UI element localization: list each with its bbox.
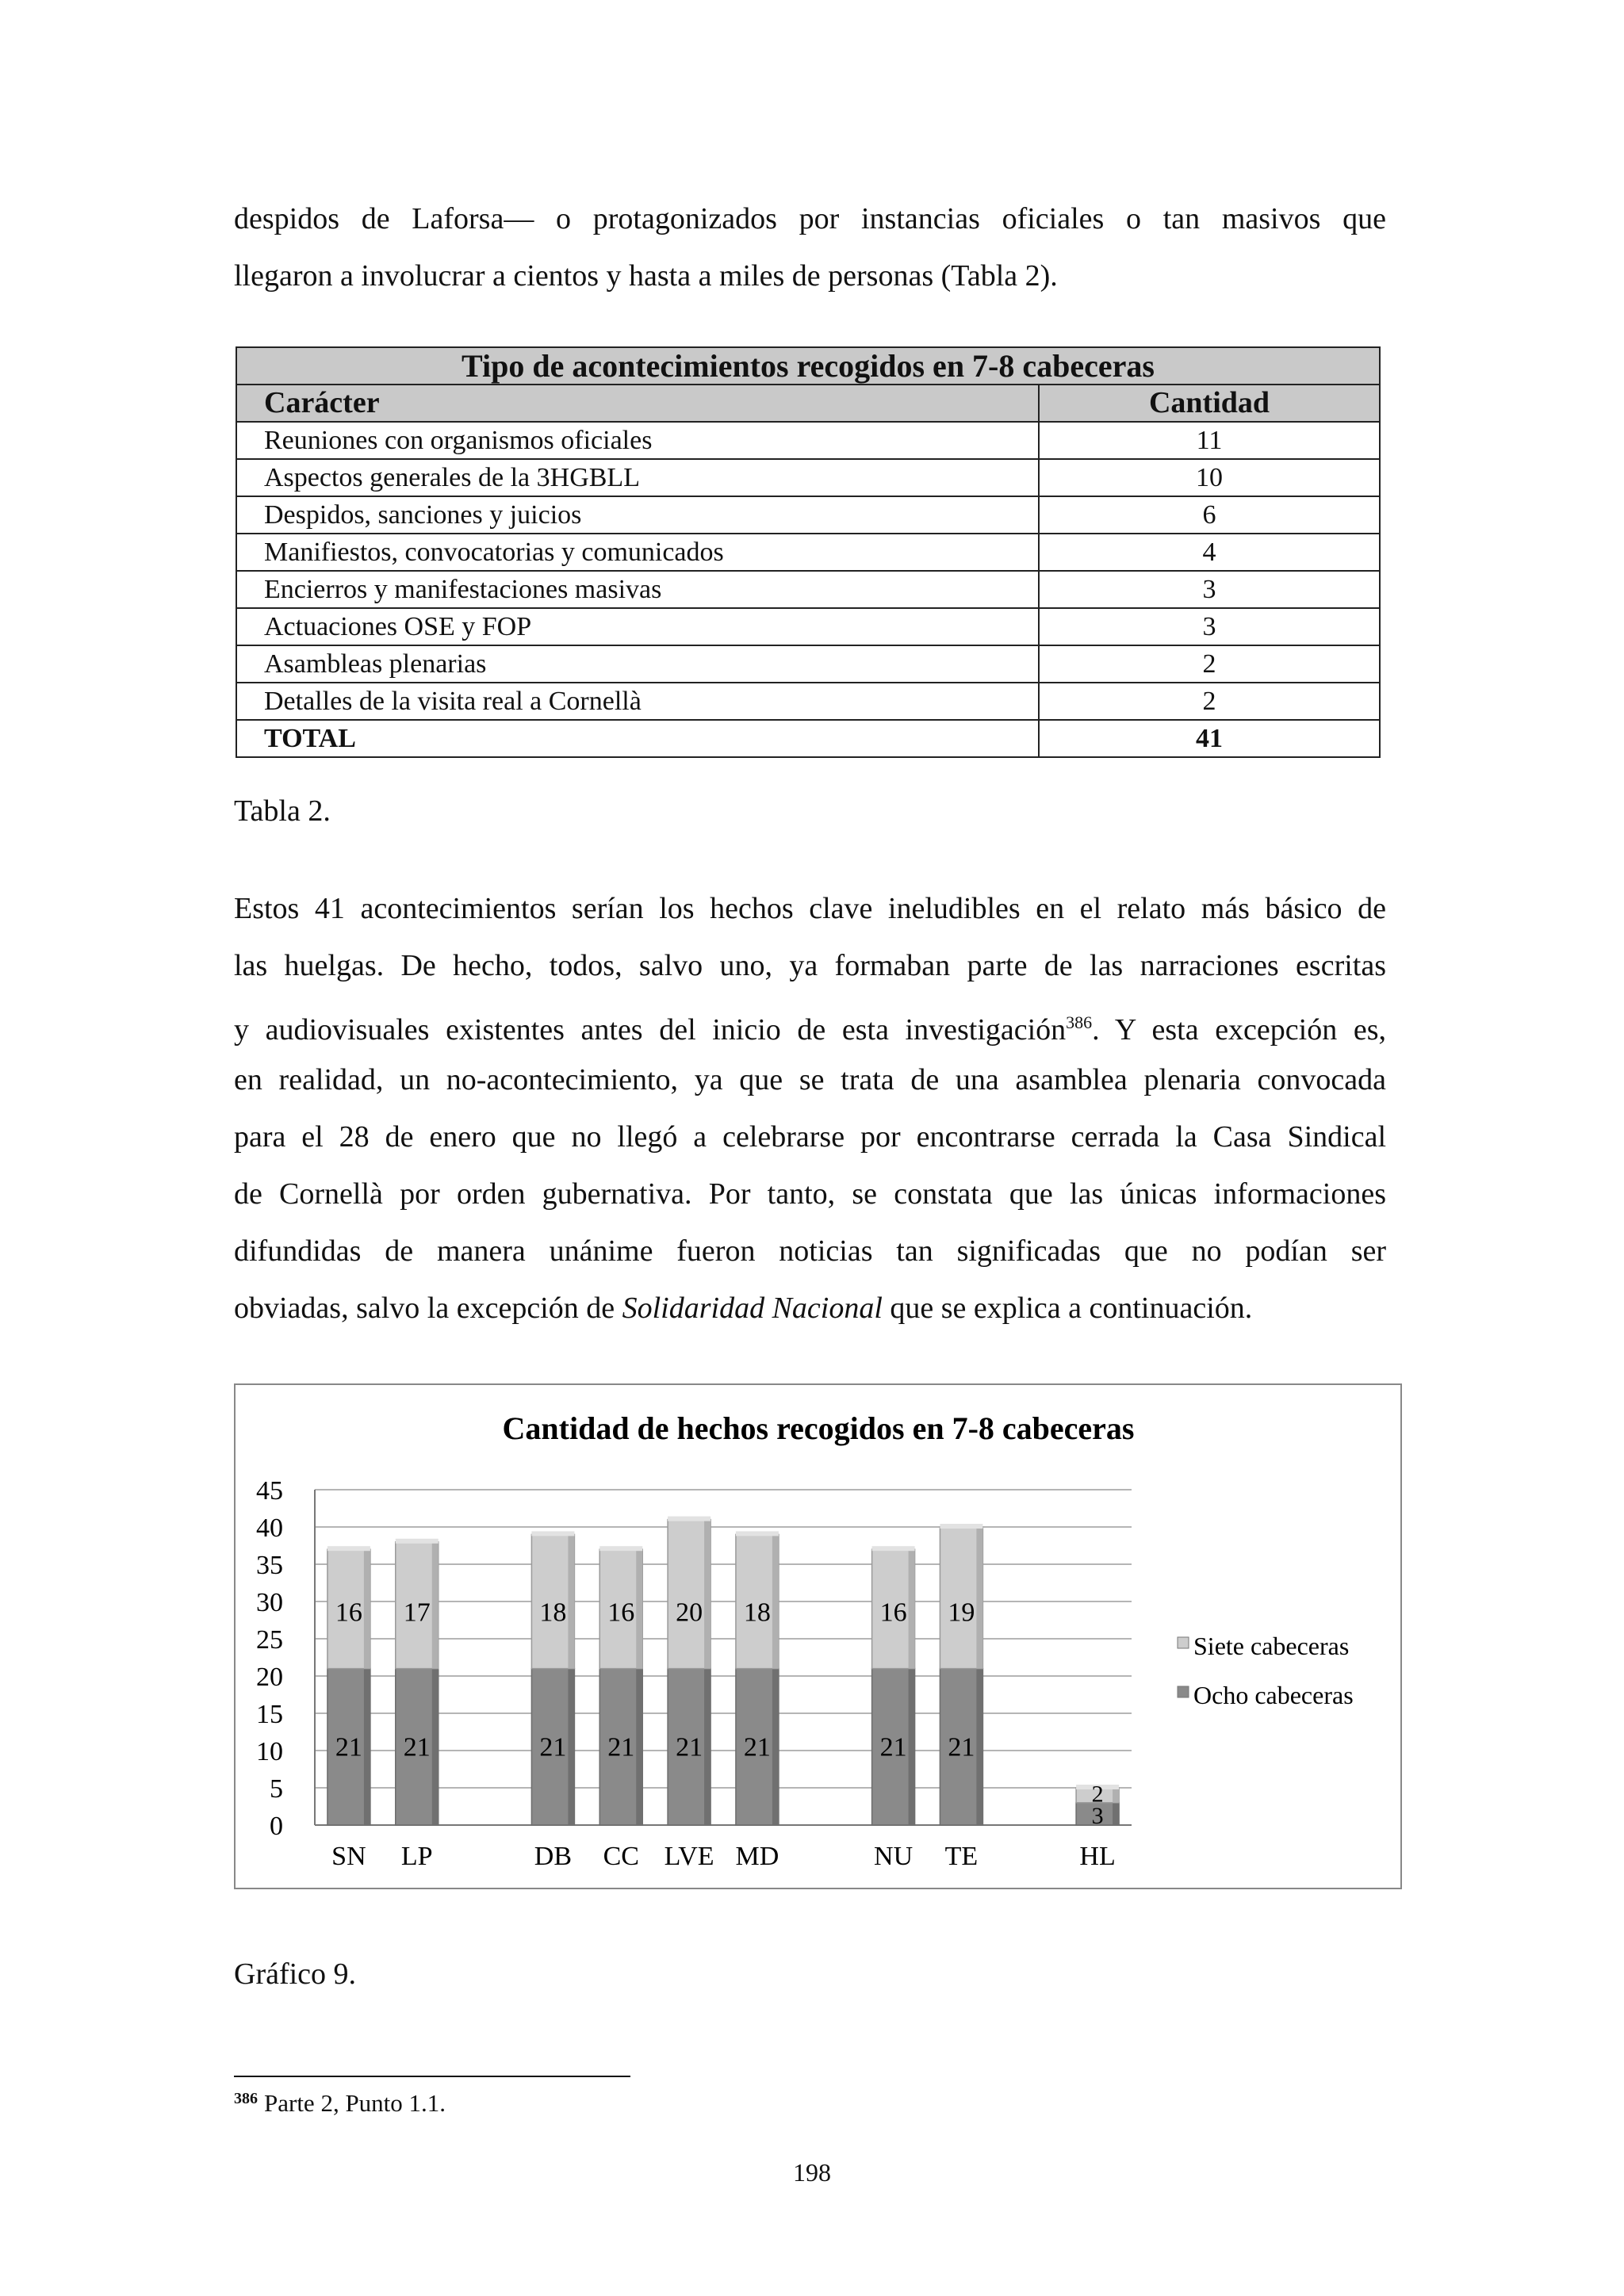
bar-shade xyxy=(909,1549,915,1668)
table-caption: Tabla 2. xyxy=(234,794,331,828)
paragraph-2-line-7: difundidas de manera unánime fueron noticias tan significadas que no podían ser xyxy=(234,1234,1386,1268)
footnote-reference: 386 xyxy=(1066,1012,1093,1032)
paragraph-2-line-3-b: . Y esta excepción es, xyxy=(1092,1013,1386,1047)
bar-top xyxy=(531,1531,574,1536)
x-tick-label: TE xyxy=(944,1842,979,1871)
bar-top xyxy=(940,1524,982,1529)
bar-shade xyxy=(364,1549,370,1668)
data-label: 21 xyxy=(743,1732,771,1762)
events-table xyxy=(236,346,1381,758)
row-value: 6 xyxy=(1039,496,1380,534)
total-value: 41 xyxy=(1039,720,1380,757)
column-header-character: Carácter xyxy=(236,385,1039,422)
data-label: 3 xyxy=(1091,1802,1104,1829)
chart-caption: Gráfico 9. xyxy=(234,1957,357,1991)
footnote xyxy=(234,2089,446,2118)
row-value: 4 xyxy=(1039,534,1380,571)
row-label: Actuaciones OSE y FOP xyxy=(236,608,1039,645)
row-label: Despidos, sanciones y juicios xyxy=(236,496,1039,534)
bar-top xyxy=(668,1517,710,1521)
row-value: 10 xyxy=(1039,459,1380,496)
table-total-row xyxy=(236,720,1380,757)
total-label: TOTAL xyxy=(236,720,1039,757)
table-row xyxy=(236,459,1380,496)
paragraph-1-line-1: despidos de Laforsa— o protagonizados por instancias oficiales o tan masivos que xyxy=(234,202,1386,235)
bar-shade xyxy=(772,1534,779,1668)
table-row xyxy=(236,683,1380,720)
row-label: Asambleas plenarias xyxy=(236,645,1039,683)
data-label: 21 xyxy=(403,1732,431,1762)
table-row xyxy=(236,571,1380,608)
bar-siete-cabeceras xyxy=(668,1520,710,1669)
bar-shade xyxy=(704,1520,710,1669)
bar-shade xyxy=(432,1542,439,1669)
x-tick-label: LP xyxy=(400,1842,433,1871)
bar-shade xyxy=(1113,1788,1119,1803)
data-label: 18 xyxy=(539,1598,567,1628)
y-tick-label: 5 xyxy=(270,1774,283,1804)
paragraph-2-line-3-a: y audiovisuales existentes antes del inicio de esta investigación xyxy=(234,1013,1067,1047)
paragraph-2-line-8 xyxy=(234,1280,1386,1337)
data-label: 20 xyxy=(676,1598,703,1628)
x-tick-label: LVE xyxy=(664,1842,714,1871)
footnote-number: 386 xyxy=(234,2090,258,2107)
paragraph-2-line-2: las huelgas. De hecho, todos, salvo uno, ya formaban parte de las narraciones escritas xyxy=(234,949,1386,982)
paragraph-1-line-2: llegaron a involucrar a cientos y hasta a miles de personas (Tabla 2). xyxy=(234,259,1058,293)
chart-title: Cantidad de hechos recogidos en 7-8 cabeceras xyxy=(502,1410,1135,1446)
y-tick-label: 0 xyxy=(270,1812,283,1841)
table-title: Tipo de acontecimientos recogidos en 7-8 cabeceras xyxy=(236,347,1380,385)
bar-shade xyxy=(636,1669,642,1825)
paragraph-2-line-6: de Cornellà por orden gubernativa. Por tanto, se constata que las únicas informaciones xyxy=(234,1177,1386,1211)
row-label: Manifiestos, convocatorias y comunicados xyxy=(236,534,1039,571)
paragraph-2-line-5: para el 28 de enero que no llegó a celebrarse por encontrarse cerrada la Casa Sindical xyxy=(234,1120,1386,1154)
x-tick-label: MD xyxy=(735,1842,779,1871)
paragraph-2-line-3 xyxy=(234,994,1386,1058)
data-label: 21 xyxy=(607,1732,635,1762)
paragraph-2-line-4: en realidad, un no-acontecimiento, ya que se trata de una asamblea plenaria convocada xyxy=(234,1063,1386,1096)
data-label: 2 xyxy=(1091,1781,1104,1808)
y-tick-label: 20 xyxy=(256,1663,283,1692)
data-label: 21 xyxy=(539,1732,567,1762)
table-row xyxy=(236,645,1380,683)
row-value: 3 xyxy=(1039,571,1380,608)
paragraph-2-line-8-a: obviadas, salvo la excepción de xyxy=(234,1292,622,1325)
bar-shade xyxy=(909,1669,915,1825)
x-tick-label: NU xyxy=(874,1842,914,1871)
data-label: 21 xyxy=(879,1732,907,1762)
data-label: 21 xyxy=(676,1732,703,1762)
data-label: 17 xyxy=(403,1598,431,1628)
footnote-separator xyxy=(234,2076,630,2077)
newspaper-name: Solidaridad Nacional xyxy=(622,1292,883,1325)
y-tick-label: 30 xyxy=(256,1588,283,1617)
bar-shade xyxy=(772,1669,779,1825)
bar-shade xyxy=(568,1534,574,1668)
row-label: Encierros y manifestaciones masivas xyxy=(236,571,1039,608)
legend-label: Siete cabeceras xyxy=(1193,1632,1350,1660)
bar-top xyxy=(872,1546,915,1551)
y-tick-label: 10 xyxy=(256,1737,283,1766)
stacked-bar-chart xyxy=(236,1385,1400,1888)
row-value: 2 xyxy=(1039,683,1380,720)
legend-swatch xyxy=(1178,1637,1189,1648)
data-label: 16 xyxy=(607,1598,635,1628)
paragraph-2-line-1: Estos 41 acontecimientos serían los hechos clave ineludibles en el relato más básico de xyxy=(234,892,1386,925)
chart-frame xyxy=(234,1383,1402,1889)
data-label: 19 xyxy=(948,1598,975,1628)
bar-top xyxy=(736,1531,779,1536)
column-header-quantity: Cantidad xyxy=(1039,385,1380,422)
x-tick-label: HL xyxy=(1079,1842,1116,1871)
legend-label: Ocho cabeceras xyxy=(1193,1681,1354,1709)
data-label: 21 xyxy=(948,1732,975,1762)
y-tick-label: 45 xyxy=(256,1476,283,1506)
y-tick-label: 35 xyxy=(256,1551,283,1580)
legend-swatch xyxy=(1178,1686,1189,1697)
row-label: Reuniones con organismos oficiales xyxy=(236,422,1039,459)
bar-top xyxy=(327,1546,370,1551)
bar-shade xyxy=(976,1527,982,1669)
x-tick-label: DB xyxy=(534,1842,573,1871)
bar-shade xyxy=(364,1669,370,1825)
row-value: 2 xyxy=(1039,645,1380,683)
bar-shade xyxy=(432,1669,439,1825)
row-label: Aspectos generales de la 3HGBLL xyxy=(236,459,1039,496)
table-row xyxy=(236,608,1380,645)
bar-shade xyxy=(1113,1803,1119,1825)
table-row xyxy=(236,422,1380,459)
bar-top xyxy=(599,1546,642,1551)
x-tick-label: SN xyxy=(331,1842,366,1871)
bar-shade xyxy=(704,1669,710,1825)
paragraph-2-line-8-b: que se explica a continuación. xyxy=(882,1292,1253,1325)
bar-shade xyxy=(636,1549,642,1668)
bar-shade xyxy=(976,1669,982,1825)
data-label: 18 xyxy=(743,1598,771,1628)
x-tick-label: CC xyxy=(603,1842,639,1871)
data-label: 21 xyxy=(335,1732,362,1762)
table-row xyxy=(236,534,1380,571)
y-tick-label: 40 xyxy=(256,1513,283,1543)
row-label: Detalles de la visita real a Cornellà xyxy=(236,683,1039,720)
data-label: 16 xyxy=(879,1598,907,1628)
y-tick-label: 25 xyxy=(256,1625,283,1655)
table-row xyxy=(236,496,1380,534)
data-label: 16 xyxy=(335,1598,362,1628)
bar-top xyxy=(396,1539,439,1544)
y-tick-label: 15 xyxy=(256,1700,283,1729)
page-number: 198 xyxy=(793,2158,831,2187)
bar-shade xyxy=(568,1669,574,1825)
row-value: 11 xyxy=(1039,422,1380,459)
row-value: 3 xyxy=(1039,608,1380,645)
footnote-text: Parte 2, Punto 1.1. xyxy=(264,2089,446,2117)
